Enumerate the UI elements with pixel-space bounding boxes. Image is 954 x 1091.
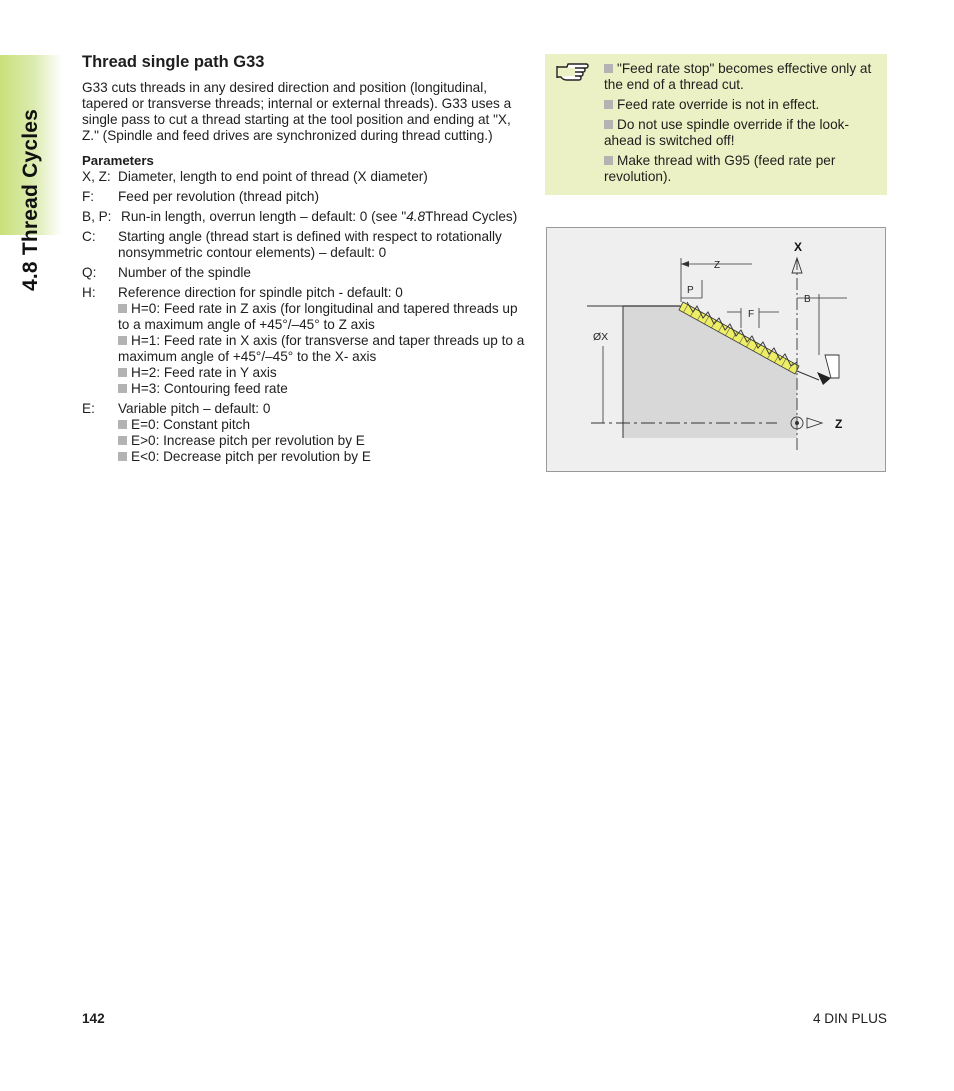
p-dim-label: P — [687, 285, 694, 296]
param-row-xz — [82, 169, 527, 185]
param-row-f — [82, 189, 527, 205]
footer-chapter: 4 DIN PLUS — [812, 1011, 887, 1026]
z-arrow-icon — [807, 418, 822, 428]
param-sub-item: E=0: Constant pitch — [118, 417, 527, 433]
param-sub-item: H=0: Feed rate in Z axis (for longitudinal and tapered threads up to a maximum angle of +45°/–45° to Z axis — [118, 301, 518, 332]
bullet-square-icon — [604, 120, 613, 129]
tool-holder — [825, 355, 839, 378]
bullet-square-icon — [118, 384, 127, 393]
diameter-x-label: ØX — [593, 331, 609, 343]
bullet-square-icon — [118, 368, 127, 377]
section-intro: G33 cuts threads in any desired direction and position (longitudinal, tapered or transverse threads; internal or external threads). G33 uses a single pass to cut a thread starting at the tool position and ending at "X, Z." (Spindle and feed drives are synchronized during thread cutting.) — [82, 80, 512, 143]
b-dim-label: B — [804, 294, 811, 305]
bullet-square-icon — [604, 100, 613, 109]
param-sub-item: E<0: Decrease pitch per revolution by E — [118, 449, 527, 465]
param-key: Q: — [82, 265, 97, 280]
param-key: X, Z: — [82, 169, 111, 184]
param-desc — [118, 401, 527, 465]
section-heading: Thread single path G33 — [82, 53, 265, 71]
param-desc: Number of the spindle — [118, 265, 251, 280]
bullet-square-icon — [118, 420, 127, 429]
param-main-desc: Variable pitch – default: 0 — [118, 401, 271, 416]
f-dim-label: F — [748, 309, 755, 320]
bullet-square-icon — [118, 452, 127, 461]
param-key: H: — [82, 285, 96, 300]
z-axis-label: Z — [835, 417, 843, 431]
bullet-square-icon — [604, 156, 613, 165]
param-key: C: — [82, 229, 96, 244]
note-item: Do not use spindle override if the look-ahead is switched off! — [604, 117, 849, 148]
page-number: 142 — [82, 1011, 105, 1026]
main-content — [82, 52, 527, 469]
pointing-hand-icon — [555, 60, 589, 82]
bullet-square-icon — [118, 336, 127, 345]
thread-diagram-svg — [547, 228, 885, 471]
param-desc — [118, 285, 527, 397]
param-desc-pre: Run-in length, overrun length – default: 0 (see " — [121, 209, 407, 224]
note-item: Make thread with G95 (feed rate per revolution). — [604, 153, 836, 184]
param-row-c — [82, 229, 527, 261]
param-key: E: — [82, 401, 95, 416]
x-axis-label: X — [794, 240, 803, 254]
param-desc-post: Thread Cycles) — [425, 209, 518, 224]
parameters-title: Parameters — [82, 153, 154, 168]
param-sub-item: E>0: Increase pitch per revolution by E — [118, 433, 527, 449]
param-desc: Starting angle (thread start is defined with respect to rotationally nonsymmetric contour elements) – default: 0 — [118, 229, 502, 260]
note-list — [604, 61, 874, 189]
bullet-square-icon — [118, 304, 127, 313]
tool-tip-icon — [817, 372, 831, 385]
param-key: B, P: — [82, 209, 112, 224]
param-row-h — [82, 285, 527, 397]
param-sub-item: H=3: Contouring feed rate — [118, 381, 527, 397]
thread-diagram — [546, 227, 886, 472]
param-row-e — [82, 401, 527, 465]
bullet-square-icon — [118, 436, 127, 445]
param-row-bp — [82, 209, 527, 225]
note-item: "Feed rate stop" becomes effective only at the end of a thread cut. — [604, 61, 872, 92]
note-box — [545, 54, 887, 195]
cross-reference-link[interactable]: 4.8 — [406, 209, 426, 224]
bullet-square-icon — [604, 64, 613, 73]
param-main-desc: Reference direction for spindle pitch - default: 0 — [118, 285, 403, 300]
z-dim-label: Z — [714, 260, 721, 271]
note-item: Feed rate override is not in effect. — [604, 97, 874, 113]
param-sub-item: H=2: Feed rate in Y axis — [118, 365, 527, 381]
param-desc — [121, 209, 527, 225]
param-desc: Diameter, length to end point of thread (X diameter) — [118, 169, 428, 184]
param-key: F: — [82, 189, 95, 204]
param-sub-item: H=1: Feed rate in X axis (for transverse and taper threads up to a maximum angle of +45°/–45° to the X- axis — [118, 333, 525, 364]
param-row-q — [82, 265, 527, 281]
chapter-side-title: 4.8 Thread Cycles — [19, 109, 42, 291]
param-desc: Feed per revolution (thread pitch) — [118, 189, 319, 204]
chapter-side-tab — [0, 55, 62, 291]
